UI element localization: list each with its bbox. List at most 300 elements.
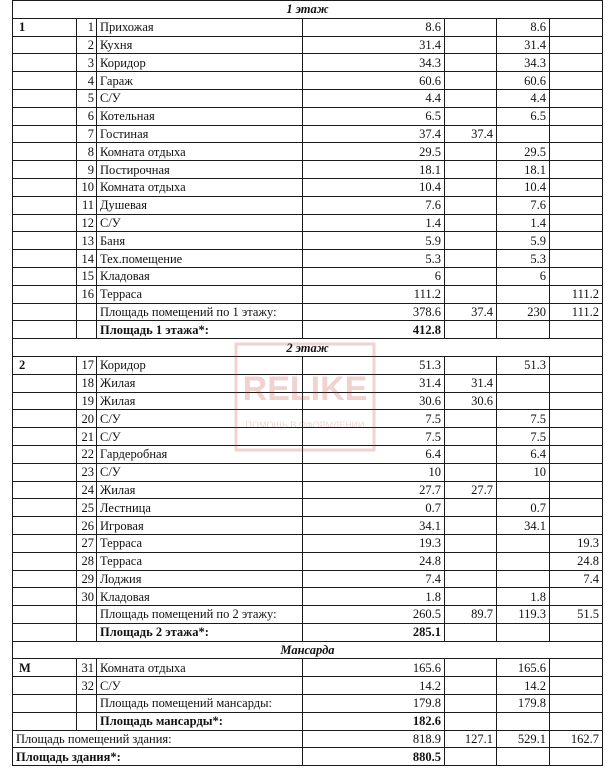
room-number: 26 [77, 517, 97, 535]
empty-cell [550, 321, 603, 339]
room-area: 6.4 [303, 445, 445, 463]
living-area [445, 463, 497, 481]
terrace-area [550, 54, 603, 72]
watermark-subtext: ПОМОЩЬ В ОФОРМЛЕНИИ [245, 420, 365, 430]
terrace-area [550, 72, 603, 90]
floor-marker [13, 374, 77, 392]
room-row [13, 428, 603, 446]
room-area: 14.2 [303, 677, 445, 695]
terrace-area: 19.3 [550, 534, 603, 552]
empty-cell [497, 712, 550, 730]
living-area [445, 534, 497, 552]
room-number: 27 [77, 534, 97, 552]
living-area [445, 410, 497, 428]
total-row [13, 321, 603, 339]
room-area: 51.3 [303, 356, 445, 374]
floor-marker [13, 125, 77, 143]
auxiliary-area: 18.1 [497, 161, 550, 179]
room-number: 19 [77, 392, 97, 410]
living-area: 37.4 [445, 125, 497, 143]
room-row [13, 588, 603, 606]
auxiliary-area [497, 125, 550, 143]
subtotal-label: Площадь помещений по 1 этажу: [97, 303, 303, 321]
terrace-area [550, 392, 603, 410]
floor-marker [13, 196, 77, 214]
floor-marker [13, 445, 77, 463]
watermark-logo-text: RELIKE [242, 370, 368, 408]
room-area: 1.8 [303, 588, 445, 606]
floor-marker [13, 161, 77, 179]
total-label: Площадь мансарды*: [97, 712, 303, 730]
floor-marker [13, 285, 77, 303]
auxiliary-area: 51.3 [497, 356, 550, 374]
terrace-area [550, 107, 603, 125]
room-number: 8 [77, 143, 97, 161]
room-row [13, 196, 603, 214]
living-area: 30.6 [445, 392, 497, 410]
terrace-area [550, 499, 603, 517]
building-subtotal-auxiliary: 529.1 [497, 730, 550, 748]
room-number: 18 [77, 374, 97, 392]
auxiliary-area [497, 392, 550, 410]
auxiliary-area: 10 [497, 463, 550, 481]
room-area: 37.4 [303, 125, 445, 143]
auxiliary-area: 4.4 [497, 89, 550, 107]
room-name: Душевая [97, 196, 303, 214]
floor-marker [13, 107, 77, 125]
terrace-area: 111.2 [550, 285, 603, 303]
auxiliary-area: 6.4 [497, 445, 550, 463]
living-area [445, 196, 497, 214]
living-area [445, 161, 497, 179]
floor-marker [13, 552, 77, 570]
living-area [445, 36, 497, 54]
subtotal-row [13, 606, 603, 624]
empty-cell [445, 623, 497, 641]
empty-cell [550, 712, 603, 730]
room-area: 31.4 [303, 36, 445, 54]
room-number: 16 [77, 285, 97, 303]
room-area: 10.4 [303, 178, 445, 196]
floor-marker [13, 36, 77, 54]
room-row [13, 445, 603, 463]
floor-marker [13, 250, 77, 268]
living-area [445, 214, 497, 232]
room-number: 14 [77, 250, 97, 268]
total-label: Площадь 2 этажа*: [97, 623, 303, 641]
room-area: 18.1 [303, 161, 445, 179]
room-area: 29.5 [303, 143, 445, 161]
room-row [13, 499, 603, 517]
terrace-area [550, 143, 603, 161]
room-name: Терраса [97, 285, 303, 303]
floor-marker [13, 588, 77, 606]
floor-marker [13, 623, 77, 641]
room-row [13, 463, 603, 481]
total-row [13, 623, 603, 641]
room-row [13, 392, 603, 410]
room-number: 21 [77, 428, 97, 446]
room-number [77, 623, 97, 641]
empty-cell [497, 748, 550, 766]
room-number: 5 [77, 89, 97, 107]
room-number: 15 [77, 267, 97, 285]
room-number [77, 695, 97, 713]
room-name: Баня [97, 232, 303, 250]
room-row [13, 356, 603, 374]
room-area: 30.6 [303, 392, 445, 410]
auxiliary-area: 6.5 [497, 107, 550, 125]
room-row [13, 143, 603, 161]
subtotal-living [445, 695, 497, 713]
living-area [445, 285, 497, 303]
floor-marker: М [13, 659, 77, 677]
room-name: С/У [97, 410, 303, 428]
room-number: 24 [77, 481, 97, 499]
subtotal-row [13, 695, 603, 713]
section-header-row [13, 339, 603, 357]
room-name: Кладовая [97, 588, 303, 606]
room-name: Тех.помещение [97, 250, 303, 268]
floor-marker [13, 499, 77, 517]
living-area [445, 250, 497, 268]
building-subtotal-living: 127.1 [445, 730, 497, 748]
floor-marker [13, 570, 77, 588]
room-row [13, 659, 603, 677]
floor-marker [13, 178, 77, 196]
room-number: 31 [77, 659, 97, 677]
subtotal-area: 179.8 [303, 695, 445, 713]
room-number: 10 [77, 178, 97, 196]
subtotal-auxiliary: 230 [497, 303, 550, 321]
terrace-area [550, 517, 603, 535]
auxiliary-area: 1.4 [497, 214, 550, 232]
room-name: Жилая [97, 392, 303, 410]
terrace-area [550, 250, 603, 268]
room-area: 6.5 [303, 107, 445, 125]
room-area: 7.5 [303, 410, 445, 428]
room-row [13, 72, 603, 90]
room-row [13, 677, 603, 695]
empty-cell [550, 748, 603, 766]
room-area: 60.6 [303, 72, 445, 90]
living-area [445, 570, 497, 588]
terrace-area [550, 196, 603, 214]
room-row [13, 232, 603, 250]
total-row [13, 712, 603, 730]
room-name: Жилая [97, 374, 303, 392]
living-area [445, 659, 497, 677]
building-subtotal-label: Площадь помещений здания: [13, 730, 303, 748]
total-area: 182.6 [303, 712, 445, 730]
room-number: 20 [77, 410, 97, 428]
building-subtotal-terrace: 162.7 [550, 730, 603, 748]
room-number: 32 [77, 677, 97, 695]
room-number [77, 606, 97, 624]
room-name: Коридор [97, 356, 303, 374]
living-area [445, 499, 497, 517]
auxiliary-area [497, 481, 550, 499]
subtotal-living: 89.7 [445, 606, 497, 624]
auxiliary-area [497, 374, 550, 392]
floor-marker [13, 232, 77, 250]
room-row [13, 250, 603, 268]
room-number: 1 [77, 18, 97, 36]
room-number: 28 [77, 552, 97, 570]
living-area: 27.7 [445, 481, 497, 499]
subtotal-terrace: 111.2 [550, 303, 603, 321]
empty-cell [445, 712, 497, 730]
room-row [13, 178, 603, 196]
room-name: Гараж [97, 72, 303, 90]
terrace-area: 7.4 [550, 570, 603, 588]
room-name: Коридор [97, 54, 303, 72]
floor-marker [13, 54, 77, 72]
building-subtotal-area: 818.9 [303, 730, 445, 748]
room-area: 24.8 [303, 552, 445, 570]
room-area: 7.6 [303, 196, 445, 214]
building-subtotal-row [13, 730, 603, 748]
room-row [13, 214, 603, 232]
auxiliary-area [497, 534, 550, 552]
living-area [445, 107, 497, 125]
section-header-row [13, 641, 603, 659]
auxiliary-area: 8.6 [497, 18, 550, 36]
floor-marker [13, 267, 77, 285]
auxiliary-area: 7.5 [497, 410, 550, 428]
room-area: 7.4 [303, 570, 445, 588]
terrace-area [550, 356, 603, 374]
room-name: Прихожая [97, 18, 303, 36]
living-area [445, 428, 497, 446]
terrace-area [550, 588, 603, 606]
room-row [13, 107, 603, 125]
auxiliary-area: 60.6 [497, 72, 550, 90]
room-number: 9 [77, 161, 97, 179]
terrace-area [550, 178, 603, 196]
room-name: Кладовая [97, 267, 303, 285]
terrace-area [550, 36, 603, 54]
living-area [445, 677, 497, 695]
room-number [77, 303, 97, 321]
room-area: 4.4 [303, 89, 445, 107]
room-number: 23 [77, 463, 97, 481]
auxiliary-area [497, 552, 550, 570]
auxiliary-area: 7.6 [497, 196, 550, 214]
room-row [13, 552, 603, 570]
room-name: С/У [97, 89, 303, 107]
living-area [445, 143, 497, 161]
room-number: 30 [77, 588, 97, 606]
room-name: Лоджия [97, 570, 303, 588]
auxiliary-area [497, 570, 550, 588]
building-total-label: Площадь здания*: [13, 748, 303, 766]
room-area: 19.3 [303, 534, 445, 552]
terrace-area [550, 161, 603, 179]
floor-marker [13, 481, 77, 499]
auxiliary-area: 14.2 [497, 677, 550, 695]
room-number: 29 [77, 570, 97, 588]
section-header: 1 этаж [13, 1, 603, 19]
room-number: 7 [77, 125, 97, 143]
room-row [13, 570, 603, 588]
room-row [13, 534, 603, 552]
room-name: Комната отдыха [97, 659, 303, 677]
empty-cell [550, 623, 603, 641]
room-area: 7.5 [303, 428, 445, 446]
room-number: 2 [77, 36, 97, 54]
room-name: Постирочная [97, 161, 303, 179]
auxiliary-area: 165.6 [497, 659, 550, 677]
room-row [13, 161, 603, 179]
room-number: 17 [77, 356, 97, 374]
room-name: С/У [97, 214, 303, 232]
room-row [13, 410, 603, 428]
floor-marker [13, 695, 77, 713]
room-row [13, 36, 603, 54]
subtotal-auxiliary: 179.8 [497, 695, 550, 713]
room-area: 34.1 [303, 517, 445, 535]
living-area [445, 72, 497, 90]
living-area [445, 267, 497, 285]
living-area [445, 178, 497, 196]
section-header: 2 этаж [13, 339, 603, 357]
floor-marker [13, 214, 77, 232]
terrace-area [550, 463, 603, 481]
floor-marker [13, 392, 77, 410]
empty-cell [497, 321, 550, 339]
floor-marker [13, 89, 77, 107]
room-number: 12 [77, 214, 97, 232]
terrace-area [550, 18, 603, 36]
floor-marker: 1 [13, 18, 77, 36]
subtotal-row [13, 303, 603, 321]
auxiliary-area: 34.3 [497, 54, 550, 72]
living-area [445, 232, 497, 250]
area-table [12, 0, 603, 766]
living-area: 31.4 [445, 374, 497, 392]
auxiliary-area: 10.4 [497, 178, 550, 196]
room-row [13, 374, 603, 392]
living-area [445, 18, 497, 36]
room-row [13, 54, 603, 72]
room-row [13, 125, 603, 143]
terrace-area: 24.8 [550, 552, 603, 570]
living-area [445, 517, 497, 535]
room-number [77, 712, 97, 730]
area-table-sheet [12, 0, 603, 766]
auxiliary-area: 6 [497, 267, 550, 285]
terrace-area [550, 659, 603, 677]
room-row [13, 285, 603, 303]
floor-marker [13, 606, 77, 624]
subtotal-terrace [550, 695, 603, 713]
living-area [445, 356, 497, 374]
floor-marker [13, 677, 77, 695]
floor-marker [13, 303, 77, 321]
auxiliary-area [497, 285, 550, 303]
room-name: Гостиная [97, 125, 303, 143]
floor-marker [13, 534, 77, 552]
room-name: С/У [97, 677, 303, 695]
room-area: 10 [303, 463, 445, 481]
room-number: 3 [77, 54, 97, 72]
terrace-area [550, 410, 603, 428]
section-header: Мансарда [13, 641, 603, 659]
floor-marker [13, 143, 77, 161]
building-total-area: 880.5 [303, 748, 445, 766]
floor-marker [13, 517, 77, 535]
room-row [13, 89, 603, 107]
auxiliary-area: 5.3 [497, 250, 550, 268]
room-area: 8.6 [303, 18, 445, 36]
room-name: С/У [97, 463, 303, 481]
auxiliary-area: 31.4 [497, 36, 550, 54]
room-name: Кухня [97, 36, 303, 54]
room-name: Гардеробная [97, 445, 303, 463]
room-area: 0.7 [303, 499, 445, 517]
room-name: Комната отдыха [97, 178, 303, 196]
room-number [77, 321, 97, 339]
room-name: Котельная [97, 107, 303, 125]
floor-marker [13, 72, 77, 90]
room-area: 34.3 [303, 54, 445, 72]
terrace-area [550, 481, 603, 499]
terrace-area [550, 214, 603, 232]
subtotal-label: Площадь помещений по 2 этажу: [97, 606, 303, 624]
room-name: Жилая [97, 481, 303, 499]
room-name: Комната отдыха [97, 143, 303, 161]
room-name: Игровая [97, 517, 303, 535]
terrace-area [550, 89, 603, 107]
total-label: Площадь 1 этажа*: [97, 321, 303, 339]
auxiliary-area: 34.1 [497, 517, 550, 535]
room-name: С/У [97, 428, 303, 446]
room-area: 165.6 [303, 659, 445, 677]
room-row [13, 517, 603, 535]
room-area: 5.9 [303, 232, 445, 250]
living-area [445, 54, 497, 72]
subtotal-auxiliary: 119.3 [497, 606, 550, 624]
section-header-row [13, 1, 603, 19]
empty-cell [497, 623, 550, 641]
living-area [445, 552, 497, 570]
total-area: 412.8 [303, 321, 445, 339]
total-area: 285.1 [303, 623, 445, 641]
room-area: 27.7 [303, 481, 445, 499]
room-area: 6 [303, 267, 445, 285]
empty-cell [445, 321, 497, 339]
living-area [445, 445, 497, 463]
room-number: 6 [77, 107, 97, 125]
room-name: Терраса [97, 534, 303, 552]
auxiliary-area: 1.8 [497, 588, 550, 606]
room-row [13, 481, 603, 499]
floor-marker [13, 428, 77, 446]
floor-marker [13, 410, 77, 428]
floor-marker: 2 [13, 356, 77, 374]
terrace-area [550, 267, 603, 285]
room-number: 4 [77, 72, 97, 90]
room-number: 13 [77, 232, 97, 250]
subtotal-label: Площадь помещений мансарды: [97, 695, 303, 713]
room-number: 11 [77, 196, 97, 214]
empty-cell [445, 748, 497, 766]
subtotal-living: 37.4 [445, 303, 497, 321]
room-name: Лестница [97, 499, 303, 517]
room-area: 1.4 [303, 214, 445, 232]
auxiliary-area: 0.7 [497, 499, 550, 517]
